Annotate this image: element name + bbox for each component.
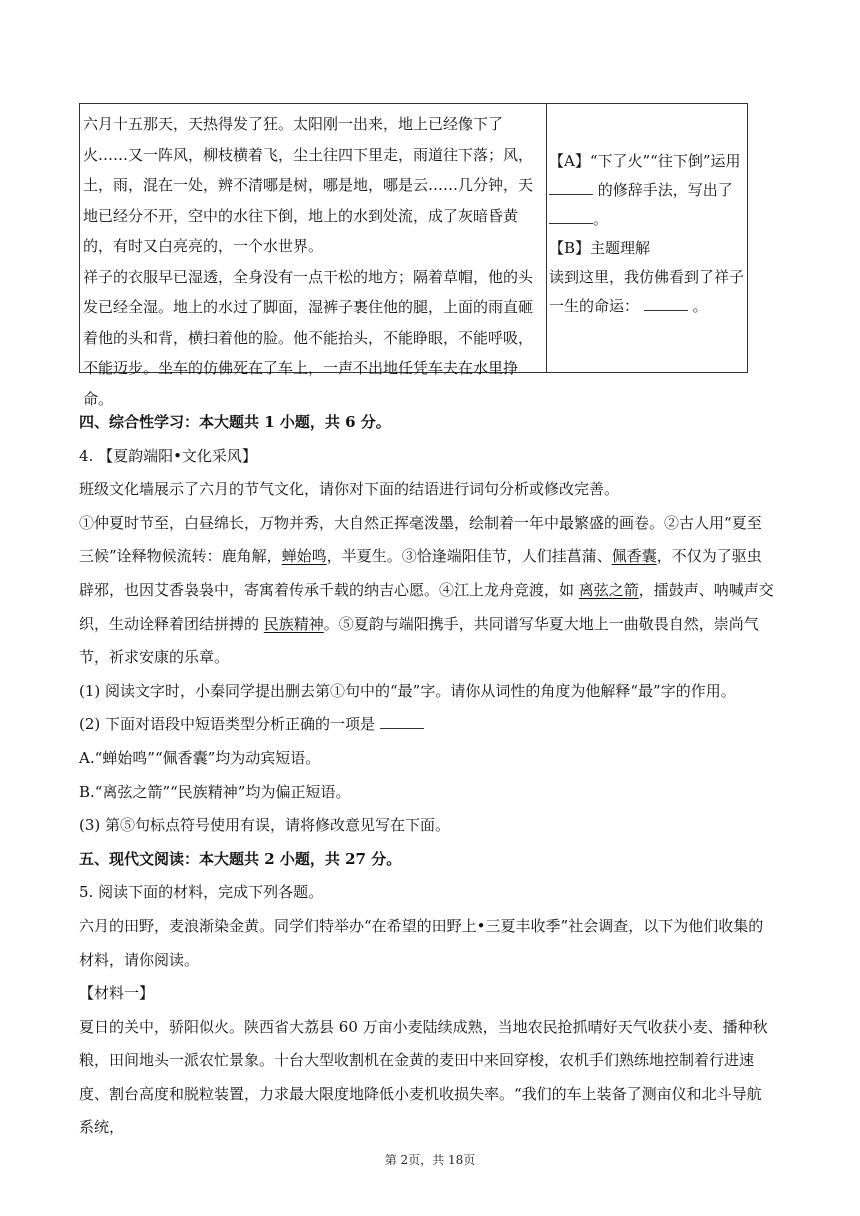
section5-heading: 五、现代文阅读：本大题共 2 小题，共 27 分。 <box>79 849 402 868</box>
q4-intro: 班级文化墙展示了六月的节气文化，请你对下面的结语进行词句分析或修改完善。 <box>79 480 620 499</box>
page-footer: 第 2页，共 18页 <box>384 1153 476 1167</box>
question-b-title: 【B】主题理解 <box>549 239 651 257</box>
q4-title: 4. 【夏韵端阳•文化采风】 <box>79 446 257 465</box>
q4-option-a: A.“蝉始鸣”“佩香囊”均为动宾短语。 <box>79 748 321 767</box>
q4-passage: ①仲夏时节至，白昼绵长，万物并秀，大自然正挥毫泼墨，绘制着一年中最繁盛的画卷。②古人用“夏至三候”诠释物候流转：鹿角解，蝉始鸣，半夏生。③恰逢端阳佳节，人们挂菖蒲、佩香囊，不仅为了驱虫辟邪，也因艾香袅袅中，寄寓着传承千载的纳吉心愿。④江上龙舟竞渡，如 离弦之箭，擂鼓声、呐喊声交织，生动诠释着团结拼搏的 民族精神。⑤夏韵与端阳携手，共同谱写华夏大地上一曲敬畏自然，崇尚气节，祈求安康的乐章。 <box>79 513 774 667</box>
q4-sub3: (3) 第⑤句标点符号使用有误，请将修改意见写在下面。 <box>79 816 451 835</box>
underlined-phrase: 离弦之箭 <box>578 580 639 599</box>
reading-table <box>79 103 748 408</box>
q5-intro: 六月的田野，麦浪渐染金黄。同学们特举办“在希望的田野上•三夏丰收季”社会调查，以下为他们收集的材料，请你阅读。 <box>79 916 764 969</box>
material1-text: 夏日的关中，骄阳似火。陕西省大荔县 60 万亩小麦陆续成熟，当地农民抢抓晴好天气收获小麦、播种秋粮，田间地头一派农忙景象。十台大型收割机在金黄的麦田中来回穿梭，农机手们熟练地控制着行进速度、割台高度和脱粒装置，力求最大限度地降低小麦机收损失率。“我们的车上装备了测亩仪和北斗导航系统， <box>79 1017 768 1137</box>
question-b: 读到这里，我仿佛看到了祥子一生的命运： 。 <box>549 268 745 315</box>
passage-paragraph-2: 祥子的衣服早已湿透，全身没有一点干松的地方；隔着草帽，他的头发已经全湿。地上的水过了脚面，湿裤子裹住他的腿，上面的雨直砸着他的头和背，横扫着他的脸。他不能抬头，不能睁眼，不能呼吸，不能迈步。坐车的仿佛死在了车上，一声不出地任凭车夫在水里挣命。 <box>83 267 534 408</box>
q4-option-b: B.“离弦之箭”“民族精神”均为偏正短语。 <box>79 782 351 801</box>
answer-blank[interactable] <box>549 209 593 224</box>
underlined-phrase: 民族精神 <box>263 614 324 633</box>
answer-blank[interactable] <box>644 296 688 311</box>
table-question-cell <box>547 104 747 372</box>
main-content <box>79 406 775 1145</box>
underlined-phrase: 佩香囊 <box>611 547 657 566</box>
q4-sub2: (2) 下面对语段中短语类型分析正确的一项是 <box>79 708 775 742</box>
underlined-phrase: 蝉始鸣 <box>281 547 327 566</box>
passage-paragraph-1: 六月十五那天，天热得发了狂。太阳刚一出来，地上已经像下了火……又一阵风，柳枝横着飞，尘土往四下里走，雨道往下落；风，土，雨，混在一处，辨不清哪是树，哪是地，哪是云……几分钟，天地已经分不开，空中的水往下倒，地上的水到处流，成了灰暗昏黄的，有时又白亮亮的，一个水世界。 <box>83 115 534 255</box>
table-passage-cell <box>80 104 547 408</box>
answer-blank[interactable] <box>380 714 424 729</box>
material1-title: 【材料一】 <box>79 984 155 1003</box>
q4-sub1: (1) 阅读文字时，小秦同学提出删去第①句中的“最”字。请你从词性的角度为他解释“最”字的作用。 <box>79 681 736 700</box>
q5-title: 5. 阅读下面的材料，完成下列各题。 <box>79 883 324 902</box>
emphasis-char: 最 <box>559 513 575 532</box>
question-a: 【A】“下了火”“往下倒”运用 的修辞手法，写出了 。 <box>549 152 741 228</box>
section4-heading: 四、综合性学习：本大题共 1 小题，共 6 分。 <box>79 413 391 431</box>
answer-blank[interactable] <box>549 180 593 195</box>
